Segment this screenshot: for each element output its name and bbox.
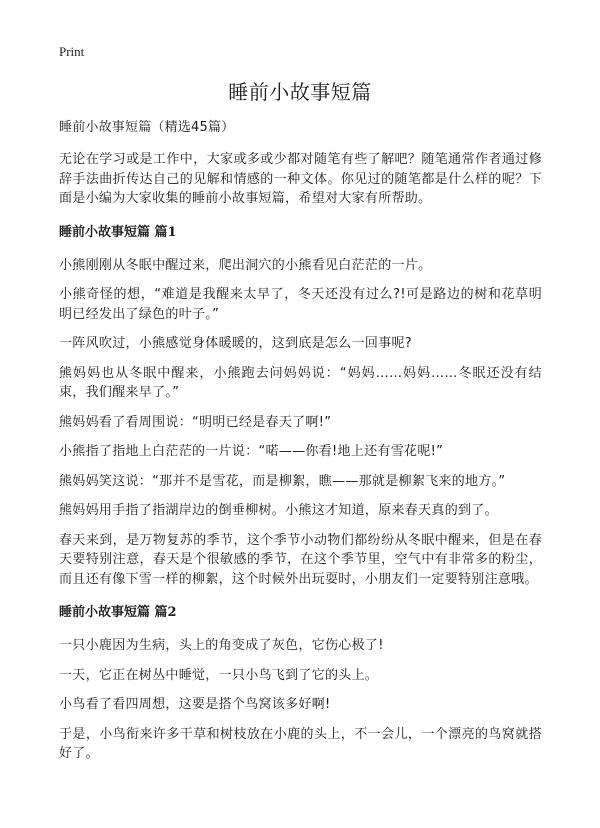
intro-paragraph: 无论在学习或是工作中，大家或多或少都对随笔有些了解吧？随笔通常作者通过修辞手法曲折传达自己的见解和情感的一种文体。你见过的随笔都是什么样的呢？下面是小编为大家收集的睡前小故事短篇，希望对大家有所帮助。: [59, 152, 542, 206]
story-paragraph: 一只小鹿因为生病，头上的角变成了灰色，它伤心极了!: [59, 638, 384, 653]
story-paragraph: 熊妈妈也从冬眠中醒来，小熊跑去问妈妈说：“妈妈……妈妈……冬眠还没有结束，我们醒来早了。”: [59, 365, 542, 400]
story-paragraph: 小熊刚刚从冬眠中醒过来，爬出洞穴的小熊看见白茫茫的一片。: [59, 257, 432, 273]
story-paragraph: 熊妈妈笑这说：“那并不是雪花，而是柳絮，瞧——那就是柳絮飞来的地方。”: [59, 473, 506, 489]
section-heading: 睡前小故事短篇 篇1: [59, 224, 177, 240]
print-link[interactable]: Print: [59, 44, 85, 59]
story-paragraph: 一阵风吹过，小熊感觉身体暖暖的，这到底是怎么一回事呢?: [59, 336, 412, 351]
page-title: 睡前小故事短篇: [228, 80, 372, 104]
article-body: [59, 119, 542, 774]
story-paragraph: 春天来到，是万物复苏的季节，这个季节小动物们都纷纷从冬眠中醒来，但是在春天要特别注意，春天是个很敏感的季节，在这个季节里，空气中有非常多的粉尘，而且还有像下雪一样的柳絮，这个时候外出玩耍时，小朋友们一定要特别注意哦。: [59, 532, 542, 587]
section-heading: 睡前小故事短篇 篇2: [59, 605, 177, 620]
article-subtitle: 睡前小故事短篇（精选45篇）: [59, 120, 235, 135]
section-2: [59, 603, 542, 764]
story-paragraph: 小熊奇怪的想，“难道是我醒来太早了，冬天还没有过么?!可是路边的树和花草明明已经发出了绿色的叶子。”: [59, 287, 542, 322]
story-paragraph: 于是，小鸟衔来许多干草和树枝放在小鹿的头上，不一会儿，一个漂亮的鸟窝就搭好了。: [59, 726, 542, 761]
story-paragraph: 小鸟看了看四周想，这要是搭个鸟窝该多好啊!: [59, 697, 331, 712]
story-paragraph: 一天，它正在树丛中睡觉，一只小鸟飞到了它的头上。: [59, 667, 379, 683]
story-paragraph: 小熊指了指地上白茫茫的一片说：“喏——你看!地上还有雪花呢!”: [59, 444, 444, 459]
section-1: [59, 223, 542, 590]
story-paragraph: 熊妈妈看了看周围说：“明明已经是春天了啊!”: [59, 414, 332, 430]
story-paragraph: 熊妈妈用手指了指湖岸边的倒垂柳树。小熊这才知道，原来春天真的到了。: [59, 503, 498, 518]
